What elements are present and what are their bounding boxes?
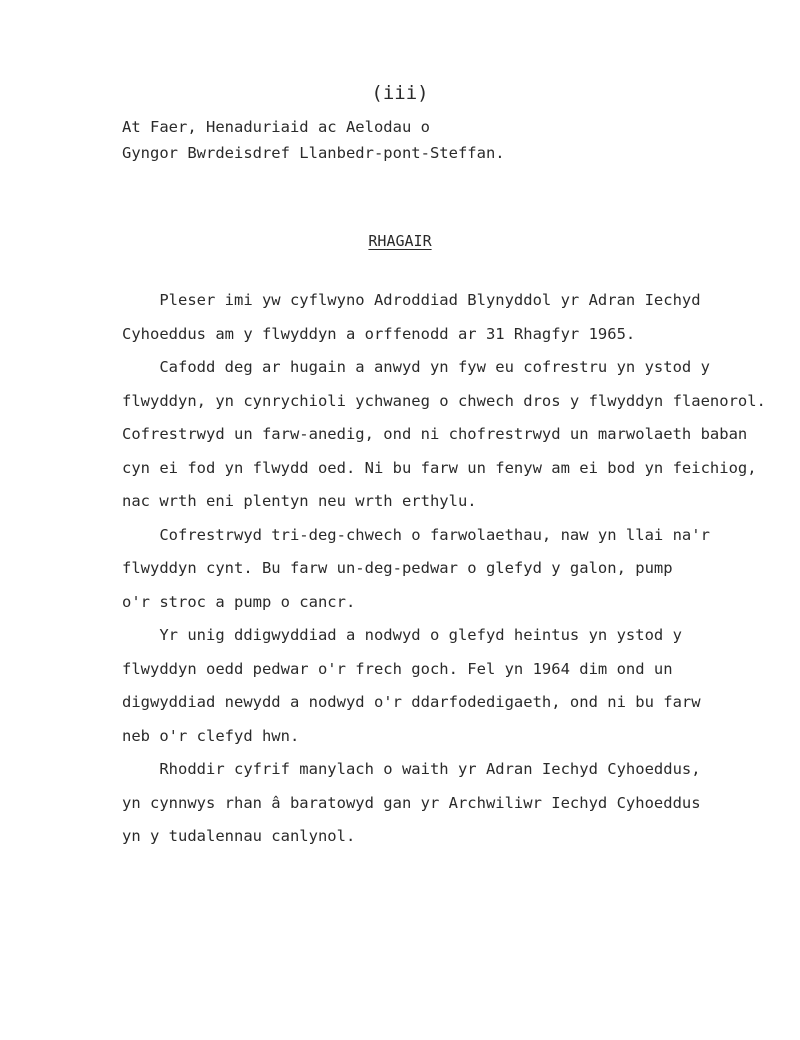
- section-heading: RHAGAIR: [368, 232, 432, 250]
- address-line: Gyngor Bwrdeisdref Llanbedr-pont-Steffan.: [122, 144, 505, 162]
- body-line: yn cynnwys rhan â baratowyd gan yr Archwiliwr Iechyd Cyhoeddus: [122, 793, 701, 812]
- body-text: [122, 284, 800, 854]
- address-line: At Faer, Henaduriaid ac Aelodau o: [122, 118, 430, 136]
- body-line: Cyhoeddus am y flwyddyn a orffenodd ar 31 Rhagfyr 1965.: [122, 324, 636, 343]
- body-line: flwyddyn, yn cynrychioli ychwaneg o chwech dros y flwyddyn flaenorol.: [122, 391, 766, 410]
- body-line: yn y tudalennau canlynol.: [122, 827, 356, 845]
- body-line: Cafodd deg ar hugain a anwyd yn fyw eu cofrestru yn ystod y: [122, 358, 710, 376]
- body-line: flwyddyn cynt. Bu farw un-deg-pedwar o glefyd y galon, pump: [122, 559, 673, 577]
- body-line: flwyddyn oedd pedwar o'r frech goch. Fel yn 1964 dim ond un: [122, 659, 673, 678]
- body-line: digwyddiad newydd a nodwyd o'r ddarfodedigaeth, ond ni bu farw: [122, 693, 701, 711]
- body-line: Cofrestrwyd tri-deg-chwech o farwolaethau, naw yn llai na'r: [122, 525, 710, 544]
- body-line: Rhoddir cyfrif manylach o waith yr Adran Iechyd Cyhoeddus,: [122, 760, 701, 778]
- body-line: Cofrestrwyd un farw-anedig, ond ni chofrestrwyd un marwolaeth baban: [122, 425, 748, 443]
- body-line: Pleser imi yw cyflwyno Adroddiad Blynyddol yr Adran Iechyd: [122, 291, 701, 309]
- body-line: o'r stroc a pump o cancr.: [122, 592, 356, 611]
- page-number: (iii): [371, 82, 429, 104]
- body-line: Yr unig ddigwyddiad a nodwyd o glefyd heintus yn ystod y: [122, 626, 682, 644]
- address-block: [122, 114, 505, 166]
- body-line: neb o'r clefyd hwn.: [122, 726, 300, 745]
- body-line: nac wrth eni plentyn neu wrth erthylu.: [122, 492, 477, 510]
- body-line: cyn ei fod yn flwydd oed. Ni bu farw un fenyw am ei bod yn feichiog,: [122, 458, 757, 477]
